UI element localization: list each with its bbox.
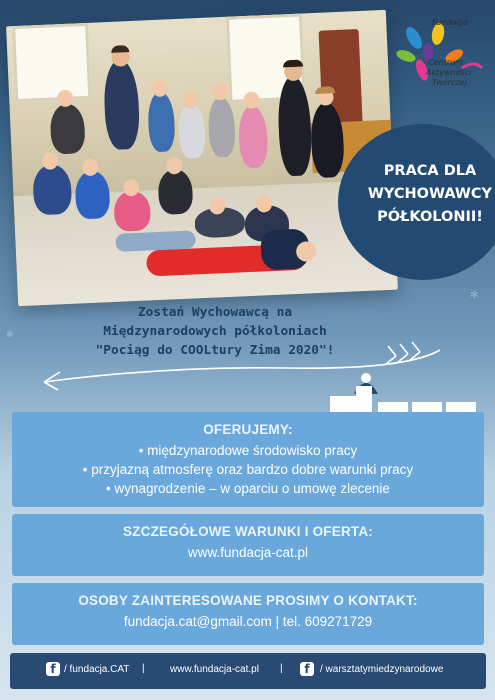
details-title: SZCZEGÓŁOWE WARUNKI I OFERTA:	[122, 524, 374, 539]
headline-line-1: Zostań Wychowawcą na	[137, 305, 293, 320]
badge-line-1: PRACA DLA	[383, 163, 477, 179]
child-head	[212, 83, 229, 101]
facebook-link-left[interactable]: / fundacja.CAT	[64, 664, 130, 675]
child	[74, 170, 110, 219]
logo-line-1: Fundacja	[432, 18, 468, 27]
footer-separator: |	[280, 663, 283, 674]
footer-bar	[10, 653, 486, 689]
offer-title: OFERUJEMY:	[203, 422, 293, 437]
logo-line-4: Twórczej	[432, 78, 467, 87]
offer-item: • wynagrodzenie – w oparciu o umowę zlecenie	[106, 481, 390, 496]
logo-line-2: Centrum	[428, 58, 463, 67]
details-box	[12, 514, 484, 576]
child	[238, 105, 269, 168]
facebook-icon[interactable]: f	[300, 662, 314, 676]
group-photo	[6, 10, 398, 306]
snowflake-icon: ✻	[6, 330, 14, 340]
photo-window	[12, 23, 91, 102]
child-hair	[315, 86, 335, 94]
person-hair	[111, 45, 129, 53]
badge-line-3: PÓŁKOLONII!	[377, 209, 483, 225]
child-head	[243, 91, 260, 109]
facebook-link-right[interactable]: / warsztatymiedzynarodowe	[320, 664, 444, 675]
child	[147, 91, 176, 152]
offer-box	[12, 412, 484, 507]
offer-item: • przyjazną atmosferę oraz bardzo dobre warunki pracy	[82, 462, 414, 477]
job-badge-text	[360, 160, 495, 229]
footer-separator: |	[142, 663, 145, 674]
child-lying	[115, 230, 196, 251]
contact-title: OSOBY ZAINTERESOWANE PROSIMY O KONTAKT:	[78, 593, 418, 608]
child	[50, 103, 86, 154]
badge-line-2: WYCHOWAWCY	[367, 186, 493, 202]
contact-box	[12, 583, 484, 645]
child	[157, 168, 193, 214]
person	[103, 59, 141, 150]
headline-line-2: Międzynarodowych półkoloniach	[103, 324, 327, 339]
person	[277, 75, 313, 176]
headline-line-3: "Pociąg do COOLtury Zima 2020"!	[95, 343, 335, 358]
contact-line[interactable]: fundacja.cat@gmail.com | tel. 609271729	[123, 614, 373, 629]
logo-line-3: Aktywności	[426, 68, 472, 77]
child	[207, 97, 236, 158]
snowflake-icon: ✻	[470, 290, 479, 301]
child	[178, 103, 206, 159]
person-hair	[283, 60, 303, 68]
details-link[interactable]: www.fundacja-cat.pl	[187, 545, 309, 560]
offer-item: • międzynarodowe środowisko pracy	[138, 443, 358, 458]
facebook-icon[interactable]: f	[46, 662, 60, 676]
child	[32, 164, 72, 216]
footer-website-link[interactable]: www.fundacja-cat.pl	[170, 664, 259, 675]
